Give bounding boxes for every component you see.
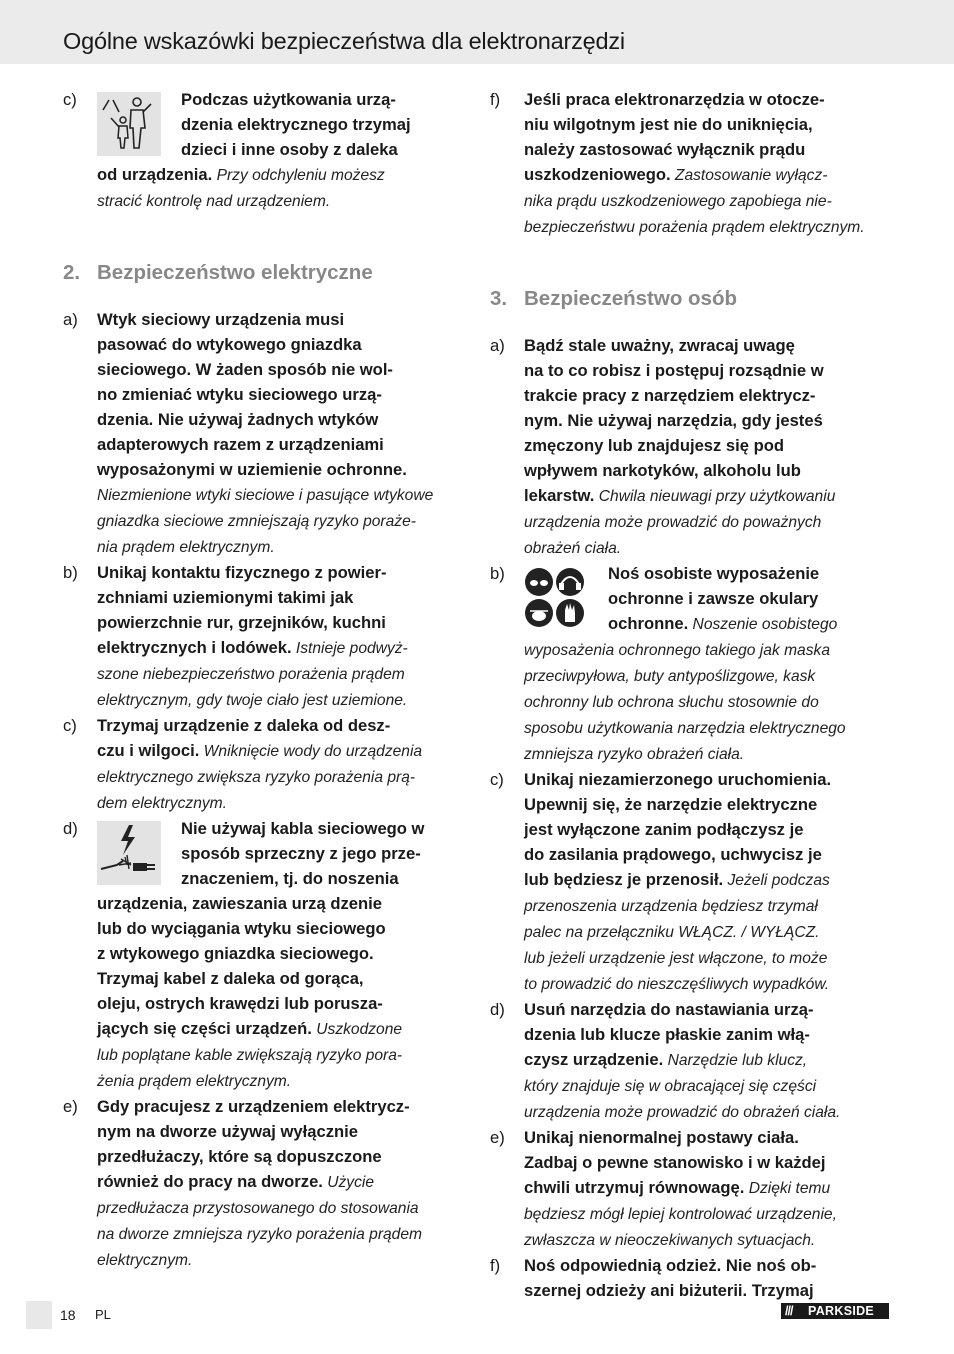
text-line: Noś odpowiednią odzież. Nie noś ob- [524,1256,817,1275]
text-line: dzenia lub klucze płaskie zanim włą- [524,1025,810,1044]
text-line: Unikaj kontaktu fizycznego z powier- [97,563,387,582]
text-line: Zastosowanie wyłącz- [670,167,828,184]
text-line: ochronne. [608,614,689,633]
text-line: Przy odchyleniu możesz [212,167,385,184]
text-line: pasować do wtykowego gniazdka [97,335,362,354]
text-line: zmęczony lub znajdujesz się pod [524,436,785,455]
text-line: przenoszenia urządzenia będziesz trzymał [524,898,818,915]
text-line: z wtykowego gniazdka sieciowego. [97,944,374,963]
item-letter: d) [490,1000,505,1019]
text-line: Dzięki temu [744,1180,831,1197]
text-line: Noś osobiste wyposażenie [608,564,820,583]
logo-text: PARKSIDE [808,1304,875,1318]
text-line: nika prądu uszkodzeniowego zapobiega nie- [524,193,832,210]
text-line: dzenia. Nie używaj żadnych wtyków [97,410,379,429]
text-line: Podczas użytkowania urzą- [181,90,396,109]
item-letter: c) [490,770,504,789]
item-right-e [490,1125,895,1253]
text-line: lekarstw. [524,486,595,505]
text-line: przeciwpyłowa, buty antypoślizgowe, kask [524,668,816,685]
text-line: czu i wilgoci. [97,741,200,760]
text-line: Chwila nieuwagi przy użytkowaniu [594,488,836,505]
text-line: sposobu użytkowania narzędzia elektrycznego [524,720,846,737]
text-line: będziesz mógł lepiej kontrolować urządzenie, [524,1206,837,1223]
hearing-protection-icon [556,568,584,596]
text-line: który znajduje się w obracającej się części [524,1078,817,1095]
text-line: Istnieje podwyż- [291,640,408,657]
text-line: Unikaj niezamierzonego uruchomienia. [524,770,832,789]
text-line: Jeżeli podczas [723,872,830,889]
text-line: nym. Nie używaj narzędzia, gdy jesteś [524,411,823,430]
text-line: znaczeniem, tj. do noszenia [181,869,399,888]
keep-children-away-icon [97,92,161,156]
text-line: wyposażonymi w uziemienie ochronne. [97,460,407,479]
item-right-d [490,997,895,1125]
text-line: no zmieniać wtyku sieciowego urzą- [97,385,382,404]
text-line: ochronny lub ochrona słuchu stosownie do [524,694,819,711]
section-number: 2. [63,261,81,284]
text-line: urządzenia, zawieszania urzą dzenie [97,894,382,913]
dust-mask-icon [525,599,553,627]
text-line: wyposażenia ochronnego takiego jak maska [524,642,830,659]
footer-box [26,1301,52,1329]
ppe-icons [524,566,586,630]
item-left-d [63,816,468,1094]
item-left-e [63,1094,468,1273]
text-line: Wniknięcie wody do urządzenia [199,743,423,760]
item-right-a [490,333,895,561]
text-line: nia prądem elektrycznym. [97,539,275,556]
item-letter: a) [490,336,505,355]
text-line: Zadbaj o pewne stanowisko i w każdej [524,1153,826,1172]
text-line: stracić kontrolę nad urządzeniem. [97,193,331,210]
text-line: elektrycznego zwiększa ryzyko porażenia prą- [97,769,416,786]
page-number: 18 [60,1307,76,1323]
text-line: szone niebezpieczeństwo porażenia prądem [97,666,405,683]
text-line: Trzymaj kabel z daleka od gorąca, [97,969,364,988]
item-letter: b) [490,564,505,583]
item-left-c [63,87,468,214]
text-line: Usuń narzędzia do nastawiania urzą- [524,1000,814,1019]
left-column [63,87,468,1273]
eye-protection-icon [525,568,553,596]
text-line: dem elektrycznym. [97,795,227,812]
text-line: Upewnij się, że narzędzie elektryczne [524,795,818,814]
text-line: Uszkodzone [311,1021,403,1038]
text-line: sieciowego. W żaden sposób nie wol- [97,360,393,379]
text-line: również do pracy na dworze. [97,1172,323,1191]
text-line: od urządzenia. [97,165,213,184]
item-letter: f) [490,1256,501,1275]
text-line: elektrycznym. [97,1252,193,1269]
text-line: przedłużacza przystosowanego do stosowania [97,1200,419,1217]
text-line: nym na dworze używaj wyłącznie [97,1122,358,1141]
logo-stripes-icon: /// [785,1304,793,1318]
cable-hazard-icon [97,821,161,885]
item-right-f [490,87,895,240]
text-line: gniazdka sieciowe zmniejszają ryzyko poraże- [97,513,416,530]
text-line: urządzenia może prowadzić do poważnych [524,514,822,531]
text-line: sposób sprzeczny z jego prze- [181,844,421,863]
text-line: szernej odzieży ani biżuterii. Trzymaj [524,1281,814,1300]
item-letter: d) [63,819,78,838]
text-line: lub poplątane kable zwiększają ryzyko pora- [97,1047,403,1064]
text-line: jących się części urządzeń. [97,1019,312,1038]
text-line: zmniejsza ryzyko obrażeń ciała. [524,746,745,763]
text-line: Narzędzie lub klucz, [663,1052,808,1069]
item-left-b [63,560,468,713]
text-line: dzieci i inne osoby z daleka [181,140,398,159]
item-right-c [490,767,895,997]
item-left-a [63,307,468,560]
item-letter: f) [490,90,501,109]
parkside-logo [781,1303,889,1319]
text-line: adapterowych razem z urządzeniami [97,435,384,454]
text-line: to prowadzić do nieszczęśliwych wypadków. [524,976,830,993]
item-letter: a) [63,310,78,329]
text-line: ochronne i zawsze okulary [608,589,819,608]
item-letter: b) [63,563,78,582]
section-heading-3 [490,287,895,311]
text-line: wpływem narkotyków, alkoholu lub [524,461,801,480]
gloves-icon [556,599,584,627]
text-line: uszkodzeniowego. [524,165,671,184]
text-line: palec na przełączniku WŁĄCZ. / WYŁĄCZ. [524,924,820,941]
text-line: powierzchnie rur, grzejników, kuchni [97,613,386,632]
text-line: Wtyk sieciowy urządzenia musi [97,310,345,329]
text-line: Trzymaj urządzenie z daleka od desz- [97,716,391,735]
section-heading-2 [63,261,468,285]
text-line: zwłaszcza w nieoczekiwanych sytuacjach. [524,1232,816,1249]
text-line: obrażeń ciała. [524,540,622,557]
section-number: 3. [490,287,508,310]
text-line: na dworze zmniejsza ryzyko porażenia prądem [97,1226,423,1243]
text-line: urządzenia może prowadzić do obrażeń ciała. [524,1104,841,1121]
item-left-c2 [63,713,468,816]
item-letter: e) [490,1128,505,1147]
item-right-f2 [490,1253,895,1303]
text-line: Niezmienione wtyki sieciowe i pasujące wtykowe [97,487,434,504]
text-line: na to co robisz i postępuj rozsądnie w [524,361,824,380]
text-line: chwili utrzymuj równowagę. [524,1178,745,1197]
text-line: lub do wyciągania wtyku sieciowego [97,919,386,938]
text-line: Bądź stale uważny, zwracaj uwagę [524,336,795,355]
text-line: Użycie [322,1174,375,1191]
text-line: do zasilania prądowego, uchwycisz je [524,845,822,864]
section-title: Bezpieczeństwo elektryczne [97,261,373,284]
text-line: przedłużaczy, które są dopuszczone [97,1147,382,1166]
text-line: zchniami uziemionymi takimi jak [97,588,354,607]
text-line: Unikaj nienormalnej postawy ciała. [524,1128,799,1147]
section-title: Bezpieczeństwo osób [524,287,738,310]
text-line: Noszenie osobistego [688,616,838,633]
text-line: elektrycznym, gdy twoje ciało jest uziemione. [97,692,408,709]
text-line: niu wilgotnym jest nie do uniknięcia, [524,115,813,134]
text-line: Jeśli praca elektronarzędzia w otocze- [524,90,825,109]
page-header [0,0,954,64]
text-line: trakcie pracy z narzędziem elektrycz- [524,386,816,405]
text-line: Gdy pracujesz z urządzeniem elektrycz- [97,1097,410,1116]
right-column [490,87,895,1303]
text-line: lub jeżeli urządzenie jest włączone, to może [524,950,828,967]
text-line: dzenia elektrycznego trzymaj [181,115,411,134]
text-line: żenia prądem elektrycznym. [97,1073,292,1090]
text-line: czysz urządzenie. [524,1050,664,1069]
item-letter: e) [63,1097,78,1116]
item-letter: c) [63,716,77,735]
page-title: Ogólne wskazówki bezpieczeństwa dla elektronarzędzi [63,28,625,54]
text-line: należy zastosować wyłącznik prądu [524,140,806,159]
text-line: lub będziesz je przenosił. [524,870,724,889]
text-line: elektrycznych i lodówek. [97,638,292,657]
text-line: bezpieczeństwu porażenia prądem elektrycznym. [524,219,865,236]
text-line: oleju, ostrych krawędzi lub porusza- [97,994,383,1013]
text-line: jest wyłączone zanim podłączysz je [524,820,804,839]
item-letter: c) [63,90,77,109]
language-code: PL [95,1307,111,1322]
text-line: Nie używaj kabla sieciowego w [181,819,425,838]
item-right-b [490,561,895,767]
